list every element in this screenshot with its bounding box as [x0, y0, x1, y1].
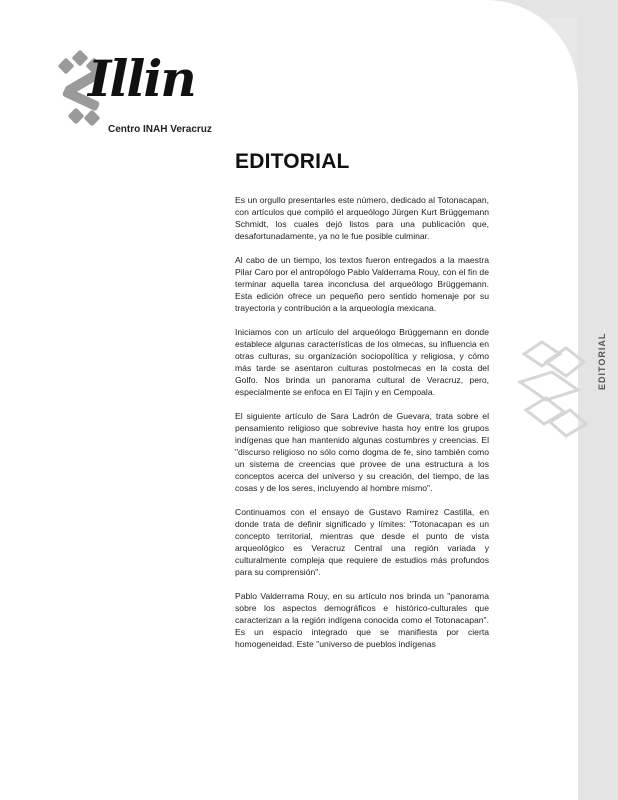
paragraph: Continuamos con el ensayo de Gustavo Ramírez Castilla, en donde trata de definir significado y límites: "Totonacapan es un concepto territorial, mientras que desde el punto de vista arqueológico es Veracruz Central una región variada y culturalmente compleja que requiere de estudios más profundos para su comprensión". [235, 507, 489, 577]
paragraph: Iniciamos con un artículo del arqueólogo Brüggemann en donde establece algunas características de los olmecas, su influencia en otras culturas, su organización sociopolítica y religiosa, y cómo más tarde se asentaron culturas postolmecas en la costa del Golfo. Nos brinda un panorama cultural de Veracruz, pero, especialmente se enfoca en El Tajín y en Cempoala. [235, 327, 489, 397]
paragraph: Pablo Valderrama Rouy, en su artículo nos brinda un "panorama sobre los aspectos demográficos e histórico-culturales que caracterizan a la región indígena conocida como el Totonacapan". Es un espacio integrado que se manifiesta por cierta homogeneidad. Este "universo de pueblos indígenas [235, 591, 489, 649]
paragraph: Al cabo de un tiempo, los textos fueron entregados a la maestra Pilar Caro por el antropólogo Pablo Valderrama Rouy, con el fin de terminar aquella tarea inconclusa del arqueólogo Brüggemann. Esta edición ofrece un pequeño pero sentido homenaje por su trayectoria y contribución a la arqueología mexicana. [235, 255, 489, 313]
section-side-label: EDITORIAL [597, 332, 607, 390]
paragraph: El siguiente artículo de Sara Ladrón de Guevara, trata sobre el pensamiento religioso que sobrevive hasta hoy entre los grupos indígenas que han mantenido algunas costumbres y creencias. El "discurso religioso no sólo como dogma de fe, sino también como un sistema de creencias que provee de una estructura a los conceptos acerca del universo y su creación, del tiempo, de las cosas y de los seres, incluyendo al hombre mismo". [235, 411, 489, 493]
decorative-emblem-icon [516, 334, 588, 444]
logo-subtitle: Centro INAH Veracruz [108, 124, 212, 135]
logo-wordmark: Illin [88, 49, 195, 108]
page-title: EDITORIAL [235, 150, 350, 173]
logo [56, 50, 216, 146]
paragraph: Es un orgullo presentarles este número, dedicado al Totonacapan, con artículos que compiló el arqueólogo Jürgen Kurt Brüggemann Schmidt, los cuales dejó listos para una publicación que, desafortunadamente, ya no le fue posible culminar. [235, 195, 489, 241]
article-body [235, 194, 489, 662]
